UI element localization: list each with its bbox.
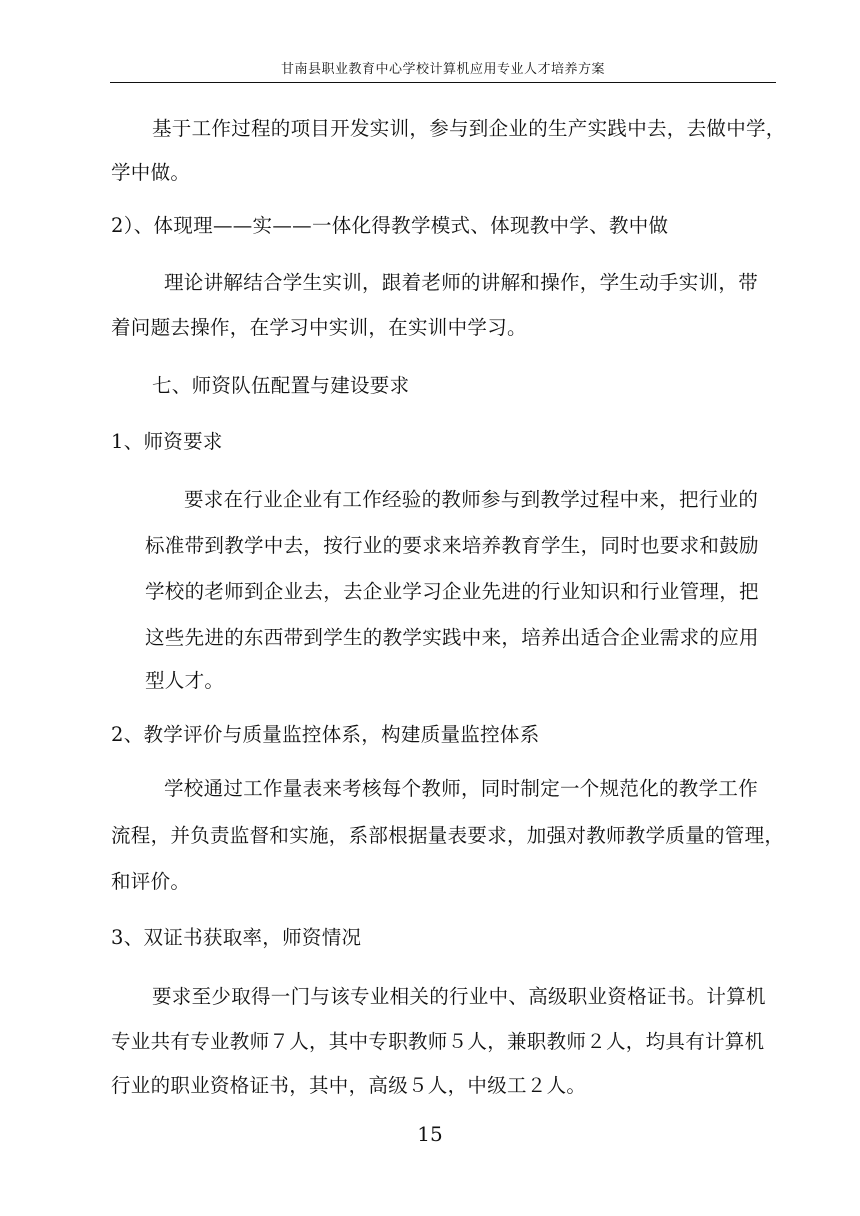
paragraph-line: 和评价。 bbox=[111, 870, 191, 893]
page-header: 甘南县职业教育中心学校计算机应用专业人才培养方案 bbox=[280, 62, 605, 77]
paragraph-line: 基于工作过程的项目开发实训，参与到企业的生产实践中去，去做中学， bbox=[152, 117, 786, 140]
paragraph-line: 流程，并负责监督和实施，系部根据量表要求，加强对教师教学质量的管理， bbox=[111, 824, 785, 847]
paragraph-line: 学中做。 bbox=[111, 161, 191, 184]
paragraph-line: 标准带到教学中去，按行业的要求来培养教育学生，同时也要求和鼓励 bbox=[145, 534, 759, 557]
paragraph-line: 行业的职业资格证书，其中，高级５人，中级工２人。 bbox=[111, 1074, 587, 1097]
paragraph-line: 要求在行业企业有工作经验的教师参与到教学过程中来，把行业的 bbox=[184, 488, 759, 511]
paragraph-line: 这些先进的东西带到学生的教学实践中来，培养出适合企业需求的应用 bbox=[145, 626, 759, 649]
paragraph-line: 理论讲解结合学生实训，跟着老师的讲解和操作，学生动手实训，带 bbox=[164, 271, 759, 294]
section-heading: 1、师资要求 bbox=[111, 430, 223, 453]
section-heading: 2、教学评价与质量监控体系，构建质量监控体系 bbox=[111, 723, 540, 746]
paragraph-line: 着问题去操作，在学习中实训，在实训中学习。 bbox=[111, 316, 527, 339]
paragraph-line: 要求至少取得一门与该专业相关的行业中、高级职业资格证书。计算机 bbox=[152, 985, 766, 1008]
chapter-heading: 七、师资队伍配置与建设要求 bbox=[152, 374, 410, 397]
paragraph-line: 专业共有专业教师７人，其中专职教师５人，兼职教师２人，均具有计算机 bbox=[111, 1030, 765, 1053]
paragraph-line: 学校的老师到企业去，去企业学习企业先进的行业知识和行业管理，把 bbox=[145, 580, 759, 603]
page-number: 15 bbox=[417, 1122, 443, 1146]
paragraph-line: 学校通过工作量表来考核每个教师，同时制定一个规范化的教学工作 bbox=[164, 777, 759, 800]
section-heading: 3、双证书获取率，师资情况 bbox=[111, 926, 362, 949]
section-heading: 2）、体现理——实——一体化得教学模式、体现教中学、教中做 bbox=[111, 214, 669, 237]
header-divider bbox=[110, 82, 776, 83]
paragraph-line: 型人才。 bbox=[145, 669, 225, 692]
